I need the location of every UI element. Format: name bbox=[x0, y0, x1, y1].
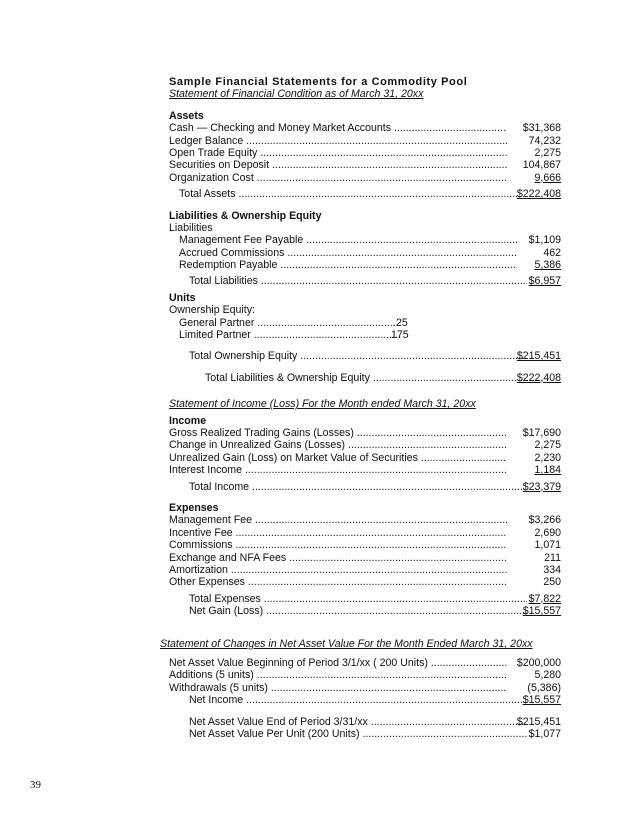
nav-end-row: Net Asset Value End of Period 3/31/xx ..... $215,451 bbox=[169, 716, 561, 728]
nav-statement-heading: Statement of Changes in Net Asset Value For the Month Ended March 31, 20xx bbox=[160, 638, 533, 650]
net-gain-row: Net Gain (Loss) ..... $15,557 bbox=[169, 605, 561, 617]
expense-row: Incentive Fee ..... 2,690 bbox=[169, 527, 561, 539]
assets-heading: Assets bbox=[169, 109, 204, 122]
liability-row: Redemption Payable ..... 5,386 bbox=[169, 259, 561, 271]
expense-row: Exchange and NFA Fees ..... 211 bbox=[169, 552, 561, 564]
nav-statement-heading-block bbox=[160, 638, 561, 650]
income-row: Change in Unrealized Gains (Losses) ..... 2,275 bbox=[169, 439, 561, 451]
expense-row: Amortization ..... 334 bbox=[169, 564, 561, 576]
liability-row: Management Fee Payable ..... $1,109 bbox=[169, 234, 561, 246]
units-heading: Units bbox=[169, 291, 196, 304]
nav-row: Withdrawals (5 units) ..... (5,386) bbox=[169, 682, 561, 694]
total-assets-row: Total Assets ..... $222,408 bbox=[169, 188, 561, 200]
limited-partner-row: Limited Partner ..... 175 bbox=[169, 329, 561, 341]
ownership-equity-label: Ownership Equity: bbox=[169, 304, 255, 317]
document-header bbox=[169, 76, 561, 631]
total-liabilities-row: Total Liabilities ..... $6,957 bbox=[169, 275, 561, 287]
net-income-row: Net Income ..... $15,557 bbox=[169, 694, 561, 706]
income-statement-heading: Statement of Income (Loss) For the Month ended March 31, 20xx bbox=[169, 398, 476, 411]
nav-row: Net Asset Value Beginning of Period 3/1/xx ( 200 Units) ..... $200,000 bbox=[169, 657, 561, 669]
income-heading: Income bbox=[169, 414, 207, 427]
nav-statement bbox=[169, 657, 561, 740]
document-title: Sample Financial Statements for a Commodity Pool bbox=[169, 76, 468, 88]
nav-row: Additions (5 units) ..... 5,280 bbox=[169, 669, 561, 681]
general-partner-row: General Partner ..... 25 bbox=[169, 317, 561, 329]
income-row: Gross Realized Trading Gains (Losses) ..... $17,690 bbox=[169, 427, 561, 439]
income-row: Unrealized Gain (Loss) on Market Value of Securities ..... 2,230 bbox=[169, 452, 561, 464]
liabilities-equity-heading: Liabilities & Ownership Equity bbox=[169, 209, 322, 222]
total-liabilities-equity-row: Total Liabilities & Ownership Equity ..... $222,408 bbox=[169, 372, 561, 384]
asset-row: Organization Cost ..... 9,666 bbox=[169, 172, 561, 184]
asset-row: Open Trade Equity ..... 2,275 bbox=[169, 147, 561, 159]
expense-row: Commissions ..... 1,071 bbox=[169, 539, 561, 551]
asset-row: Securities on Deposit ..... 104,867 bbox=[169, 159, 561, 171]
nav-per-unit-row: Net Asset Value Per Unit (200 Units) ..... $1,077 bbox=[169, 728, 561, 740]
liabilities-subheading: Liabilities bbox=[169, 221, 213, 234]
total-expenses-row: Total Expenses ..... $7,822 bbox=[169, 593, 561, 605]
asset-row: Ledger Balance ..... 74,232 bbox=[169, 135, 561, 147]
financial-condition-heading: Statement of Financial Condition as of March 31, 20xx bbox=[169, 88, 424, 101]
expense-row: Other Expenses ..... 250 bbox=[169, 576, 561, 588]
total-ownership-equity-row: Total Ownership Equity ..... $215,451 bbox=[169, 350, 561, 362]
expenses-heading: Expenses bbox=[169, 501, 219, 514]
expense-row: Management Fee ..... $3,266 bbox=[169, 514, 561, 526]
page-number: 39 bbox=[30, 779, 41, 791]
total-income-row: Total Income ..... $23,379 bbox=[169, 481, 561, 493]
income-row: Interest Income ..... 1,184 bbox=[169, 464, 561, 476]
liability-row: Accrued Commissions ..... 462 bbox=[169, 247, 561, 259]
asset-row: Cash — Checking and Money Market Accounts ..... $31,368 bbox=[169, 122, 561, 134]
